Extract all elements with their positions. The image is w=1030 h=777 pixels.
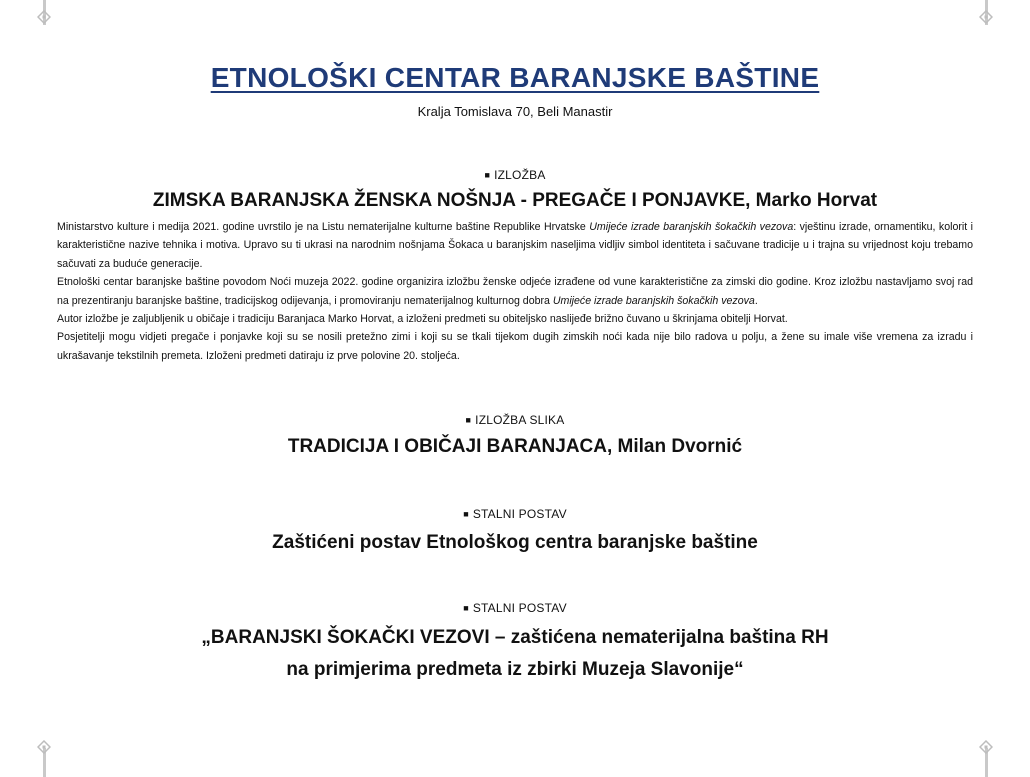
section-title-permanent-1: Zaštićeni postav Etnološkog centra baranjske baštine <box>272 532 758 553</box>
bullet-icon: ■ <box>465 415 472 425</box>
section-title-permanent-2-line1: „BARANJSKI ŠOKAČKI VEZOVI – zaštićena nematerijalna baština RH <box>201 627 829 648</box>
section-label-text: IZLOŽBA SLIKA <box>475 413 565 427</box>
section-label-text: STALNI POSTAV <box>472 601 567 615</box>
bullet-icon: ■ <box>463 509 469 519</box>
corner-ornament-icon <box>37 10 51 24</box>
paragraph: Posjetitelji mogu vidjeti pregače i ponjavke koji su se nosili pretežno zimi i koji su se tkali tijekom dugih zimskih noći kada nije bilo radova u polju, a žene su imale više vremena za izradu i ukrašavanje tekstilnih premeta. Izloženi predmeti datiraju iz prve polovine 20. stoljeća. <box>57 331 973 362</box>
exhibition-description <box>57 218 973 365</box>
page-title <box>0 62 1030 94</box>
bullet-icon: ■ <box>463 603 469 613</box>
section-label-permanent-1 <box>0 507 1030 521</box>
section-label-text: STALNI POSTAV <box>472 507 567 521</box>
corner-ornament-icon <box>37 740 51 754</box>
section-title-painting-exhibition: TRADICIJA I OBIČAJI BARANJACA, Milan Dvornić <box>287 436 743 457</box>
section-title-permanent-2-line2: na primjerima predmeta iz zbirki Muzeja Slavonije“ <box>286 659 744 680</box>
corner-ornament-icon <box>979 740 993 754</box>
corner-ornament-icon <box>979 10 993 24</box>
page-title-text: ETNOLOŠKI CENTAR BARANJSKE BAŠTINE <box>210 62 820 93</box>
address: Kralja Tomislava 70, Beli Manastir <box>417 104 613 119</box>
bullet-icon: ■ <box>484 170 491 180</box>
paragraph: Ministarstvo kulture i medija 2021. godine uvrstilo je na Listu nematerijalne kulturne baštine Republike Hrvatske Umijeće izrade baranjskih šokačkih vezova: vještinu izrade, ornamentiku, kolorit i karakteristične nazive tehnika i motiva. Upravo su ti ukrasi na narodnim nošnjama Šokaca u baranjskim naseljima vidljiv simbol identiteta i sačuvane tradicije u i trajna su vrijednost koju trebamo sačuvati za buduće generacije. <box>57 221 973 270</box>
paragraph: Etnološki centar baranjske baštine povodom Noći muzeja 2022. godine organizira izložbu ženske odjeće izrađene od vune karakteristične za zimski dio godine. Kroz izložbu nastavljamo svoj rad na prezentiranju baranjske baštine, tradicijskog odijevanja, i promoviranju nematerijalnog kulturnog dobra Umijeće izrade baranjskih šokačkih vezova. <box>57 276 973 307</box>
section-label-permanent-2 <box>0 601 1030 615</box>
section-label-painting-exhibition <box>0 413 1030 427</box>
section-label-exhibition <box>0 168 1030 182</box>
section-title-exhibition: ZIMSKA BARANJSKA ŽENSKA NOŠNJA - PREGAČE I PONJAVKE, Marko Horvat <box>152 190 878 211</box>
paragraph: Autor izložbe je zaljubljenik u običaje i tradiciju Baranjaca Marko Horvat, a izloženi predmeti su obiteljsko naslijeđe brižno čuvano u škrinjama obitelji Horvat. <box>57 313 788 326</box>
section-label-text: IZLOŽBA <box>494 168 546 182</box>
